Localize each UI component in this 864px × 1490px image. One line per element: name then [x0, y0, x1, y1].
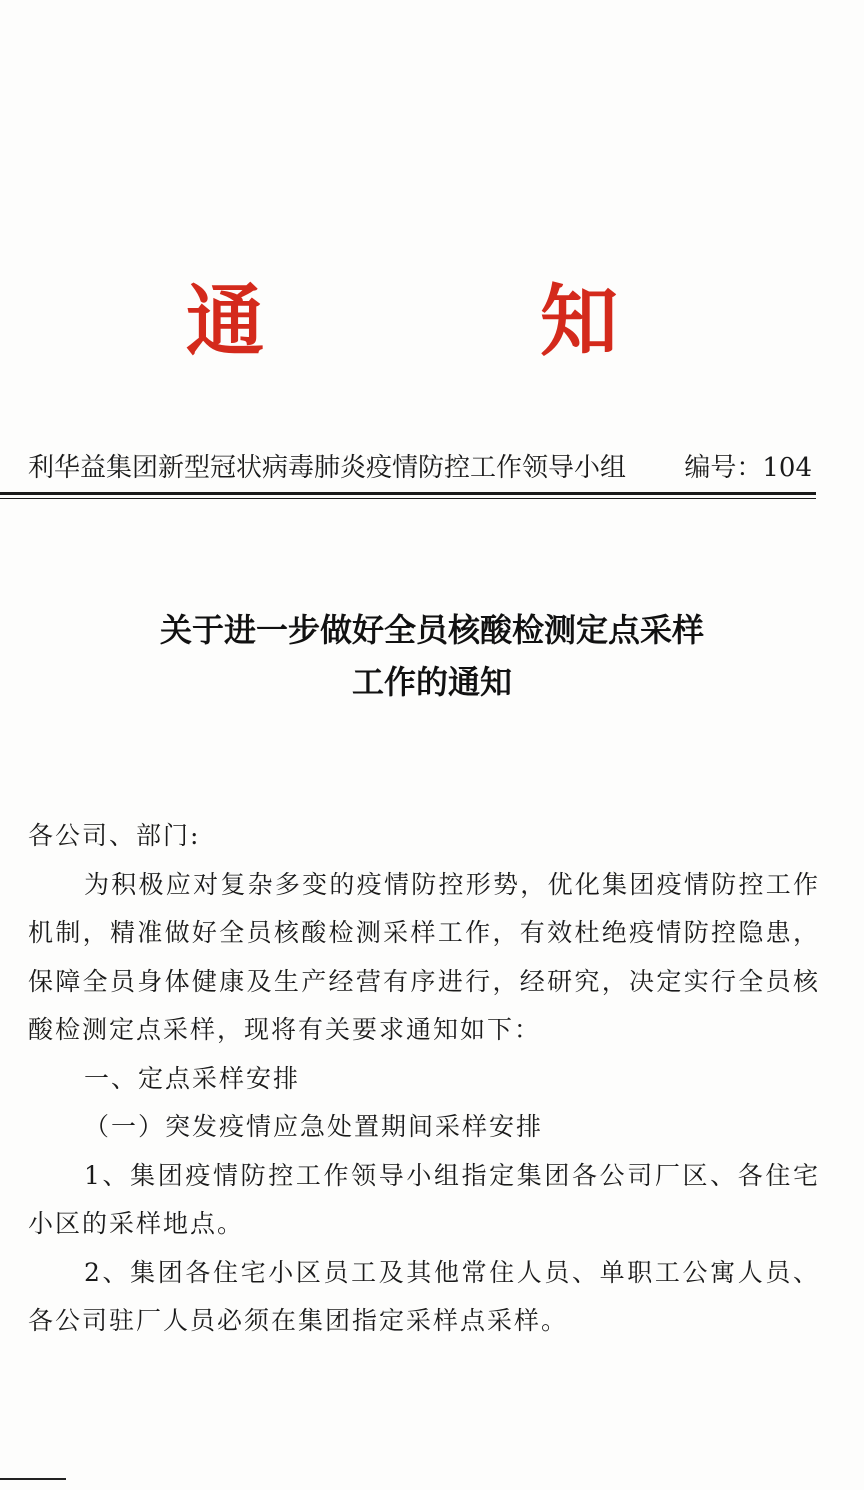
list-item: 2、集团各住宅小区员工及其他常住人员、单职工公寓人员、各公司驻厂人员必须在集团指定采样点采样。	[28, 1257, 820, 1335]
title-line-2: 工作的通知	[351, 663, 512, 701]
issuer-line	[28, 446, 818, 490]
salutation: 各公司、部门:	[28, 821, 201, 850]
intro-paragraph: 为积极应对复杂多变的疫情防控形势，优化集团疫情防控工作机制，精准做好全员核酸检测采样工作，有效杜绝疫情防控隐患，保障全员身体健康及生产经营有序进行，经研究，决定实行全员核酸检测定点采样，现将有关要求通知如下：	[28, 869, 820, 1044]
banner-char-2: 知	[540, 276, 619, 367]
section-heading: 一、定点采样安排	[84, 1063, 301, 1093]
title-line-1: 关于进一步做好全员核酸检测定点采样	[159, 611, 704, 649]
header-rule-thick	[0, 492, 816, 495]
document-title	[0, 604, 864, 708]
issuer-org: 利华益集团新型冠状病毒肺炎疫情防控工作领导小组	[28, 453, 627, 483]
scan-edge-mark	[0, 1478, 66, 1480]
banner-char-1: 通	[186, 276, 265, 367]
subsection-heading: （一）突发疫情应急处置期间采样安排	[84, 1112, 544, 1141]
header-rule-thin	[0, 498, 816, 499]
notice-banner	[0, 272, 864, 372]
list-item: 1、集团疫情防控工作领导小组指定集团各公司厂区、各住宅小区的采样地点。	[28, 1160, 820, 1238]
document-body	[28, 812, 820, 1346]
document-number: 编号：104	[684, 453, 812, 483]
